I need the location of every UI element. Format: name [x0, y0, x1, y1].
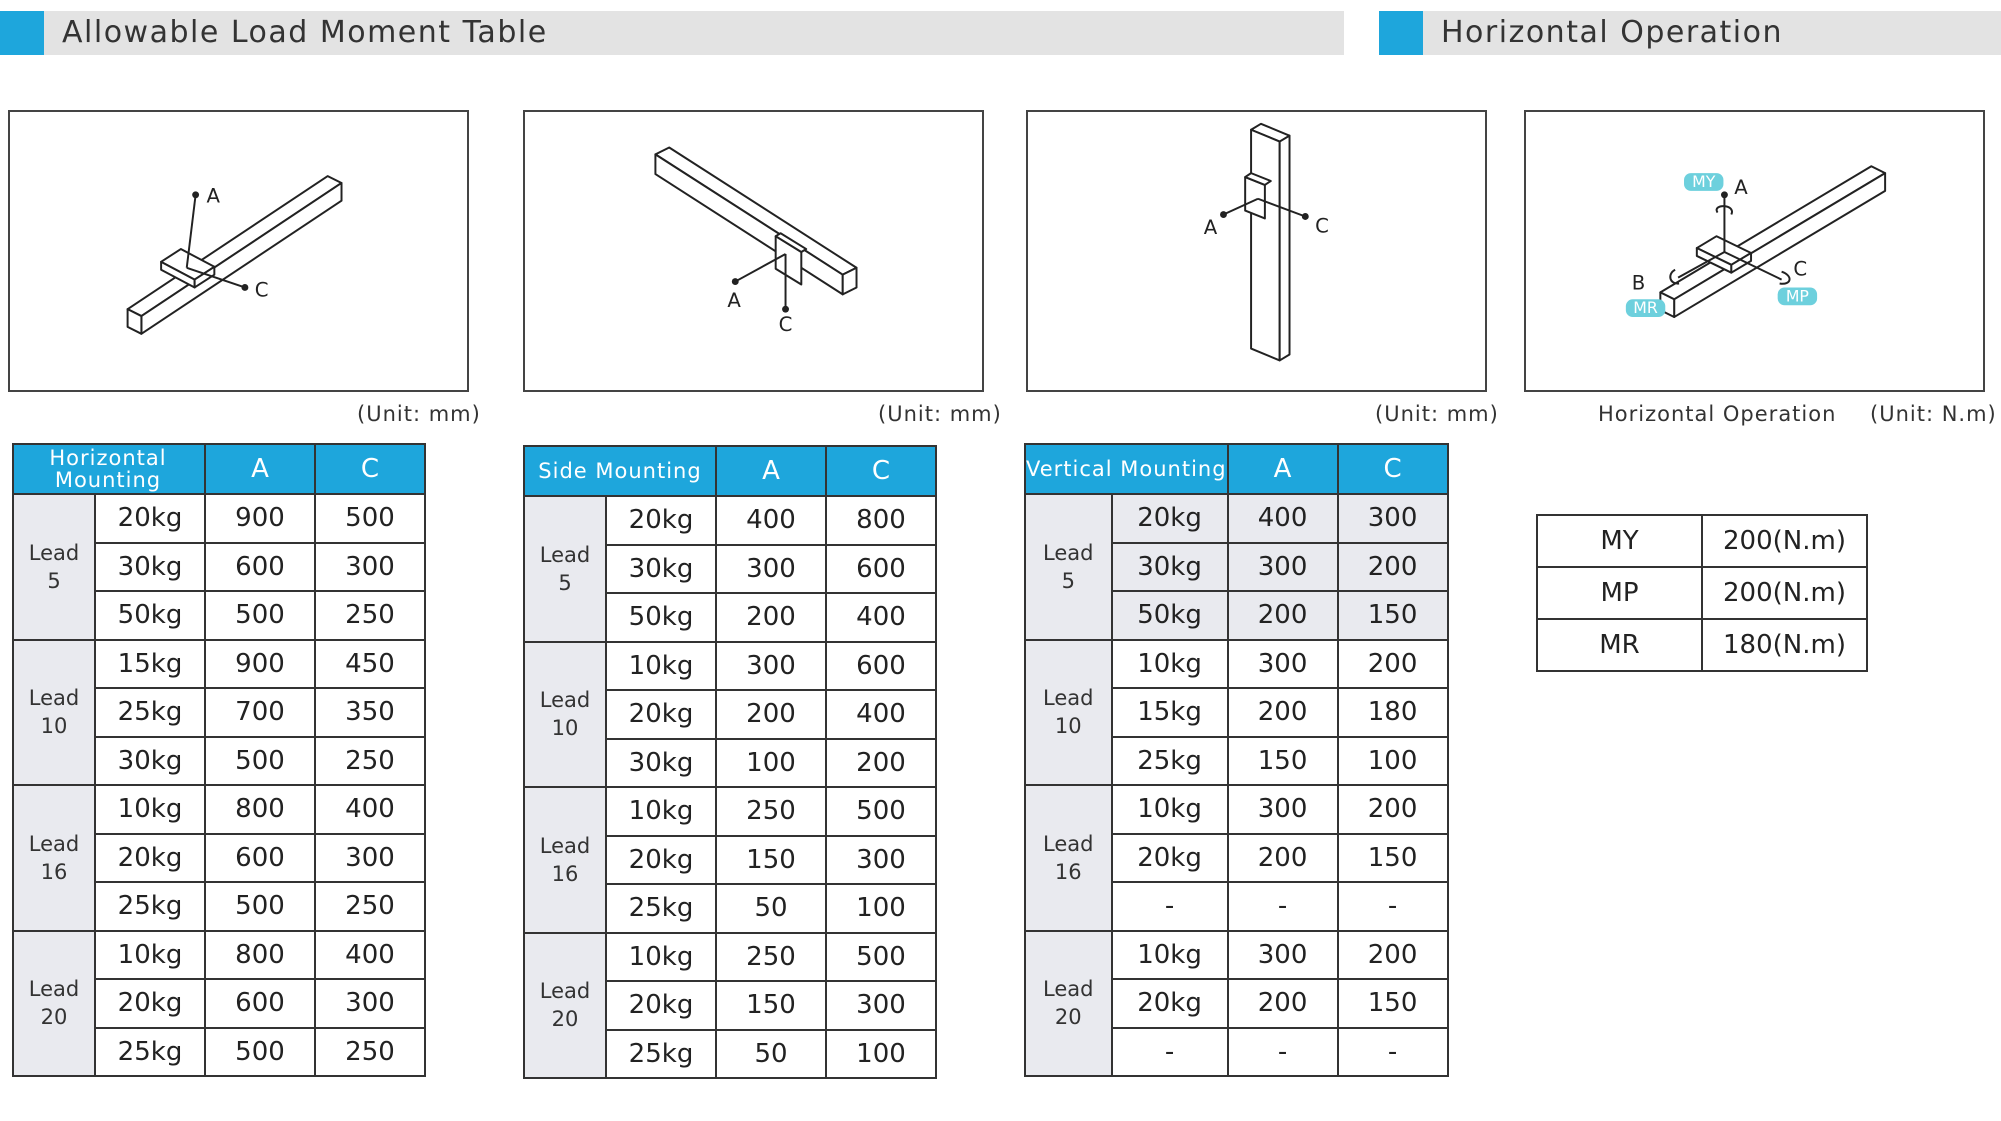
value-c-cell: 600 [826, 545, 936, 594]
lead-word: Lead [1043, 686, 1094, 711]
lead-number: 16 [551, 861, 579, 886]
value-c-cell: 250 [315, 737, 425, 786]
load-weight-cell: 30kg [95, 543, 205, 592]
load-weight-cell: 20kg [1112, 494, 1228, 543]
lead-cell [13, 931, 95, 1077]
value-c-cell: 250 [315, 1028, 425, 1077]
load-weight-cell: 10kg [606, 933, 716, 982]
load-weight-cell: - [1112, 1028, 1228, 1077]
lead-number: 20 [551, 1007, 579, 1032]
value-c-cell: 180 [1338, 688, 1448, 737]
value-c-cell: - [1338, 1028, 1448, 1077]
value-a-cell: 50 [716, 1030, 826, 1079]
lead-number: 10 [1054, 714, 1082, 739]
value-a-cell: 800 [205, 931, 315, 980]
label-a: A [727, 289, 741, 313]
label-c: C [778, 312, 793, 336]
load-weight-cell: 10kg [1112, 785, 1228, 834]
value-a-cell: 300 [716, 545, 826, 594]
lead-cell [1025, 640, 1112, 786]
value-c-cell: 400 [826, 593, 936, 642]
lead-number: 10 [551, 716, 579, 741]
load-weight-cell: 20kg [1112, 979, 1228, 1028]
value-c-cell: 200 [1338, 785, 1448, 834]
value-a-cell: 100 [716, 739, 826, 788]
load-weight-cell: 20kg [95, 494, 205, 543]
value-c-cell: 300 [315, 834, 425, 883]
load-weight-cell: 10kg [1112, 931, 1228, 980]
load-weight-cell: 25kg [1112, 737, 1228, 786]
value-a-cell: 900 [205, 640, 315, 689]
value-c-cell: 100 [826, 1030, 936, 1079]
label-my: MY [1692, 171, 1716, 191]
moment-name: MY [1537, 515, 1702, 567]
table-row [524, 642, 936, 691]
value-c-cell: 250 [315, 882, 425, 931]
load-weight-cell: 25kg [95, 688, 205, 737]
lead-cell [13, 494, 95, 640]
table-row [1025, 931, 1448, 980]
moment-name: MP [1537, 567, 1702, 619]
load-weight-cell: 30kg [606, 739, 716, 788]
figure-side-mounting [523, 110, 984, 392]
value-a-cell: 500 [205, 737, 315, 786]
moment-value: 200(N.m) [1702, 567, 1867, 619]
mounting-type-header: Vertical Mounting [1025, 444, 1228, 494]
table-row [13, 494, 425, 543]
table-row [1537, 515, 1867, 567]
value-c-cell: 600 [826, 642, 936, 691]
load-weight-cell: 20kg [95, 979, 205, 1028]
load-weight-cell: 25kg [95, 882, 205, 931]
table-row [1537, 619, 1867, 671]
load-weight-cell: 50kg [606, 593, 716, 642]
lead-word: Lead [539, 979, 591, 1004]
table-row [1025, 785, 1448, 834]
table-header-row [13, 444, 425, 494]
value-c-cell: 150 [1338, 834, 1448, 883]
horizontal-operation-caption: Horizontal Operation [1598, 402, 1837, 426]
lead-word: Lead [28, 540, 80, 565]
value-c-cell: 400 [315, 931, 425, 980]
value-a-cell: 600 [205, 543, 315, 592]
value-a-cell: 500 [205, 1028, 315, 1077]
value-c-cell: 400 [315, 785, 425, 834]
lead-number: 16 [1054, 859, 1082, 884]
lead-number: 20 [1054, 1005, 1082, 1030]
value-c-cell: 300 [826, 981, 936, 1030]
lead-cell [524, 642, 606, 788]
table-side-mounting [523, 445, 937, 1079]
table-row [13, 640, 425, 689]
horizontal-mounting-diagram [10, 112, 467, 390]
value-c-cell: 300 [315, 543, 425, 592]
value-a-cell: 200 [1228, 834, 1338, 883]
column-header-a: A [205, 444, 315, 494]
value-a-cell: 200 [716, 593, 826, 642]
load-weight-cell: 20kg [606, 690, 716, 739]
value-c-cell: 500 [826, 933, 936, 982]
column-header-c: C [1338, 444, 1448, 494]
value-c-cell: 300 [826, 836, 936, 885]
value-a-cell: 300 [1228, 931, 1338, 980]
load-weight-cell: 30kg [1112, 543, 1228, 592]
value-a-cell: 300 [1228, 785, 1338, 834]
mounting-type-header: Horizontal Mounting [13, 444, 205, 494]
load-weight-cell: 25kg [95, 1028, 205, 1077]
load-weight-cell: 10kg [606, 787, 716, 836]
lead-number: 10 [40, 714, 68, 739]
lead-cell [13, 785, 95, 931]
value-c-cell: 400 [826, 690, 936, 739]
value-a-cell: 150 [1228, 737, 1338, 786]
lead-number: 20 [40, 1005, 68, 1030]
lead-word: Lead [539, 688, 591, 713]
lead-word: Lead [1043, 977, 1094, 1002]
label-mr: MR [1633, 298, 1658, 318]
load-weight-cell: 15kg [95, 640, 205, 689]
value-c-cell: 450 [315, 640, 425, 689]
load-weight-cell: 25kg [606, 884, 716, 933]
table-row [1537, 567, 1867, 619]
lead-word: Lead [1043, 831, 1094, 856]
label-b: B [1631, 271, 1646, 295]
value-a-cell: 300 [716, 642, 826, 691]
load-weight-cell: 15kg [1112, 688, 1228, 737]
lead-number: 5 [558, 570, 572, 595]
mounting-type-header: Side Mounting [524, 446, 716, 496]
column-header-a: A [1228, 444, 1338, 494]
lead-cell [524, 787, 606, 933]
load-weight-cell: 30kg [95, 737, 205, 786]
value-c-cell: 500 [826, 787, 936, 836]
table-horizontal-mounting [12, 443, 426, 1077]
unit-caption: (Unit: mm) [1375, 402, 1499, 426]
value-c-cell: 200 [1338, 931, 1448, 980]
value-c-cell: 300 [315, 979, 425, 1028]
load-weight-cell: 20kg [606, 836, 716, 885]
unit-caption: (Unit: mm) [878, 402, 1002, 426]
value-a-cell: 150 [716, 836, 826, 885]
moment-value: 200(N.m) [1702, 515, 1867, 567]
lead-cell [13, 640, 95, 786]
value-c-cell: 500 [315, 494, 425, 543]
figure-horizontal-mounting [8, 110, 469, 392]
value-c-cell: 300 [1338, 494, 1448, 543]
value-a-cell: 200 [716, 690, 826, 739]
value-a-cell: 250 [716, 933, 826, 982]
unit-caption-nm: (Unit: N.m) [1870, 402, 1997, 426]
load-weight-cell: 50kg [1112, 591, 1228, 640]
value-a-cell: 800 [205, 785, 315, 834]
label-c: C [254, 278, 269, 302]
column-header-c: C [315, 444, 425, 494]
lead-cell [1025, 785, 1112, 931]
label-a: A [1734, 175, 1748, 199]
lead-cell [1025, 931, 1112, 1077]
value-c-cell: 200 [1338, 640, 1448, 689]
table-row [524, 496, 936, 545]
lead-word: Lead [28, 977, 80, 1002]
lead-word: Lead [28, 831, 80, 856]
label-a: A [1203, 216, 1218, 240]
load-weight-cell: 20kg [606, 981, 716, 1030]
value-c-cell: 100 [1338, 737, 1448, 786]
moment-value: 180(N.m) [1702, 619, 1867, 671]
value-a-cell: - [1228, 882, 1338, 931]
table-row [1025, 494, 1448, 543]
lead-number: 16 [40, 859, 68, 884]
value-c-cell: 200 [1338, 543, 1448, 592]
table-vertical-mounting [1024, 443, 1449, 1077]
lead-word: Lead [28, 686, 80, 711]
value-a-cell: 700 [205, 688, 315, 737]
table-header-row [1025, 444, 1448, 494]
value-a-cell: 200 [1228, 979, 1338, 1028]
value-c-cell: 350 [315, 688, 425, 737]
load-weight-cell: 10kg [606, 642, 716, 691]
column-header-c: C [826, 446, 936, 496]
load-weight-cell: - [1112, 882, 1228, 931]
value-a-cell: 200 [1228, 688, 1338, 737]
table-row [524, 787, 936, 836]
lead-word: Lead [1043, 540, 1094, 565]
label-mp: MP [1785, 286, 1809, 306]
lead-cell [524, 496, 606, 642]
lead-cell [1025, 494, 1112, 640]
value-a-cell: 200 [1228, 591, 1338, 640]
value-a-cell: 500 [205, 882, 315, 931]
value-c-cell: 150 [1338, 591, 1448, 640]
value-c-cell: 150 [1338, 979, 1448, 1028]
label-c: C [1793, 257, 1808, 281]
value-a-cell: 400 [716, 496, 826, 545]
load-weight-cell: 10kg [95, 931, 205, 980]
moment-name: MR [1537, 619, 1702, 671]
lead-number: 5 [1061, 568, 1075, 593]
value-a-cell: 600 [205, 979, 315, 1028]
side-mounting-diagram [525, 112, 982, 390]
table-row [13, 931, 425, 980]
unit-caption: (Unit: mm) [357, 402, 481, 426]
value-c-cell: 250 [315, 591, 425, 640]
horizontal-operation-diagram [1526, 112, 1983, 390]
header-accent-square [1379, 11, 1423, 55]
value-a-cell: 300 [1228, 640, 1338, 689]
value-c-cell: - [1338, 882, 1448, 931]
value-c-cell: 800 [826, 496, 936, 545]
table-row [524, 933, 936, 982]
load-weight-cell: 10kg [1112, 640, 1228, 689]
section-header-horizontal-operation [1379, 11, 2001, 55]
load-weight-cell: 10kg [95, 785, 205, 834]
table-allowable-moments [1536, 514, 1868, 672]
lead-word: Lead [539, 542, 591, 567]
value-c-cell: 200 [826, 739, 936, 788]
value-a-cell: 150 [716, 981, 826, 1030]
lead-number: 5 [47, 568, 61, 593]
table-row [1025, 640, 1448, 689]
value-a-cell: 300 [1228, 543, 1338, 592]
load-weight-cell: 20kg [95, 834, 205, 883]
figure-horizontal-operation [1524, 110, 1985, 392]
load-weight-cell: 20kg [1112, 834, 1228, 883]
value-a-cell: 250 [716, 787, 826, 836]
value-a-cell: 900 [205, 494, 315, 543]
lead-cell [524, 933, 606, 1079]
lead-word: Lead [539, 833, 591, 858]
section-title: Horizontal Operation [1441, 15, 1784, 50]
label-c: C [1315, 214, 1329, 238]
value-a-cell: 50 [716, 884, 826, 933]
section-title: Allowable Load Moment Table [62, 15, 548, 50]
load-weight-cell: 30kg [606, 545, 716, 594]
value-a-cell: 400 [1228, 494, 1338, 543]
table-row [13, 785, 425, 834]
table-header-row [524, 446, 936, 496]
section-header-load-moment [0, 11, 1344, 55]
load-weight-cell: 50kg [95, 591, 205, 640]
figure-vertical-mounting [1026, 110, 1487, 392]
header-accent-square [0, 11, 44, 55]
label-a: A [206, 184, 220, 208]
vertical-mounting-diagram [1028, 112, 1485, 390]
value-c-cell: 100 [826, 884, 936, 933]
column-header-a: A [716, 446, 826, 496]
value-a-cell: 600 [205, 834, 315, 883]
load-weight-cell: 20kg [606, 496, 716, 545]
load-weight-cell: 25kg [606, 1030, 716, 1079]
value-a-cell: 500 [205, 591, 315, 640]
value-a-cell: - [1228, 1028, 1338, 1077]
